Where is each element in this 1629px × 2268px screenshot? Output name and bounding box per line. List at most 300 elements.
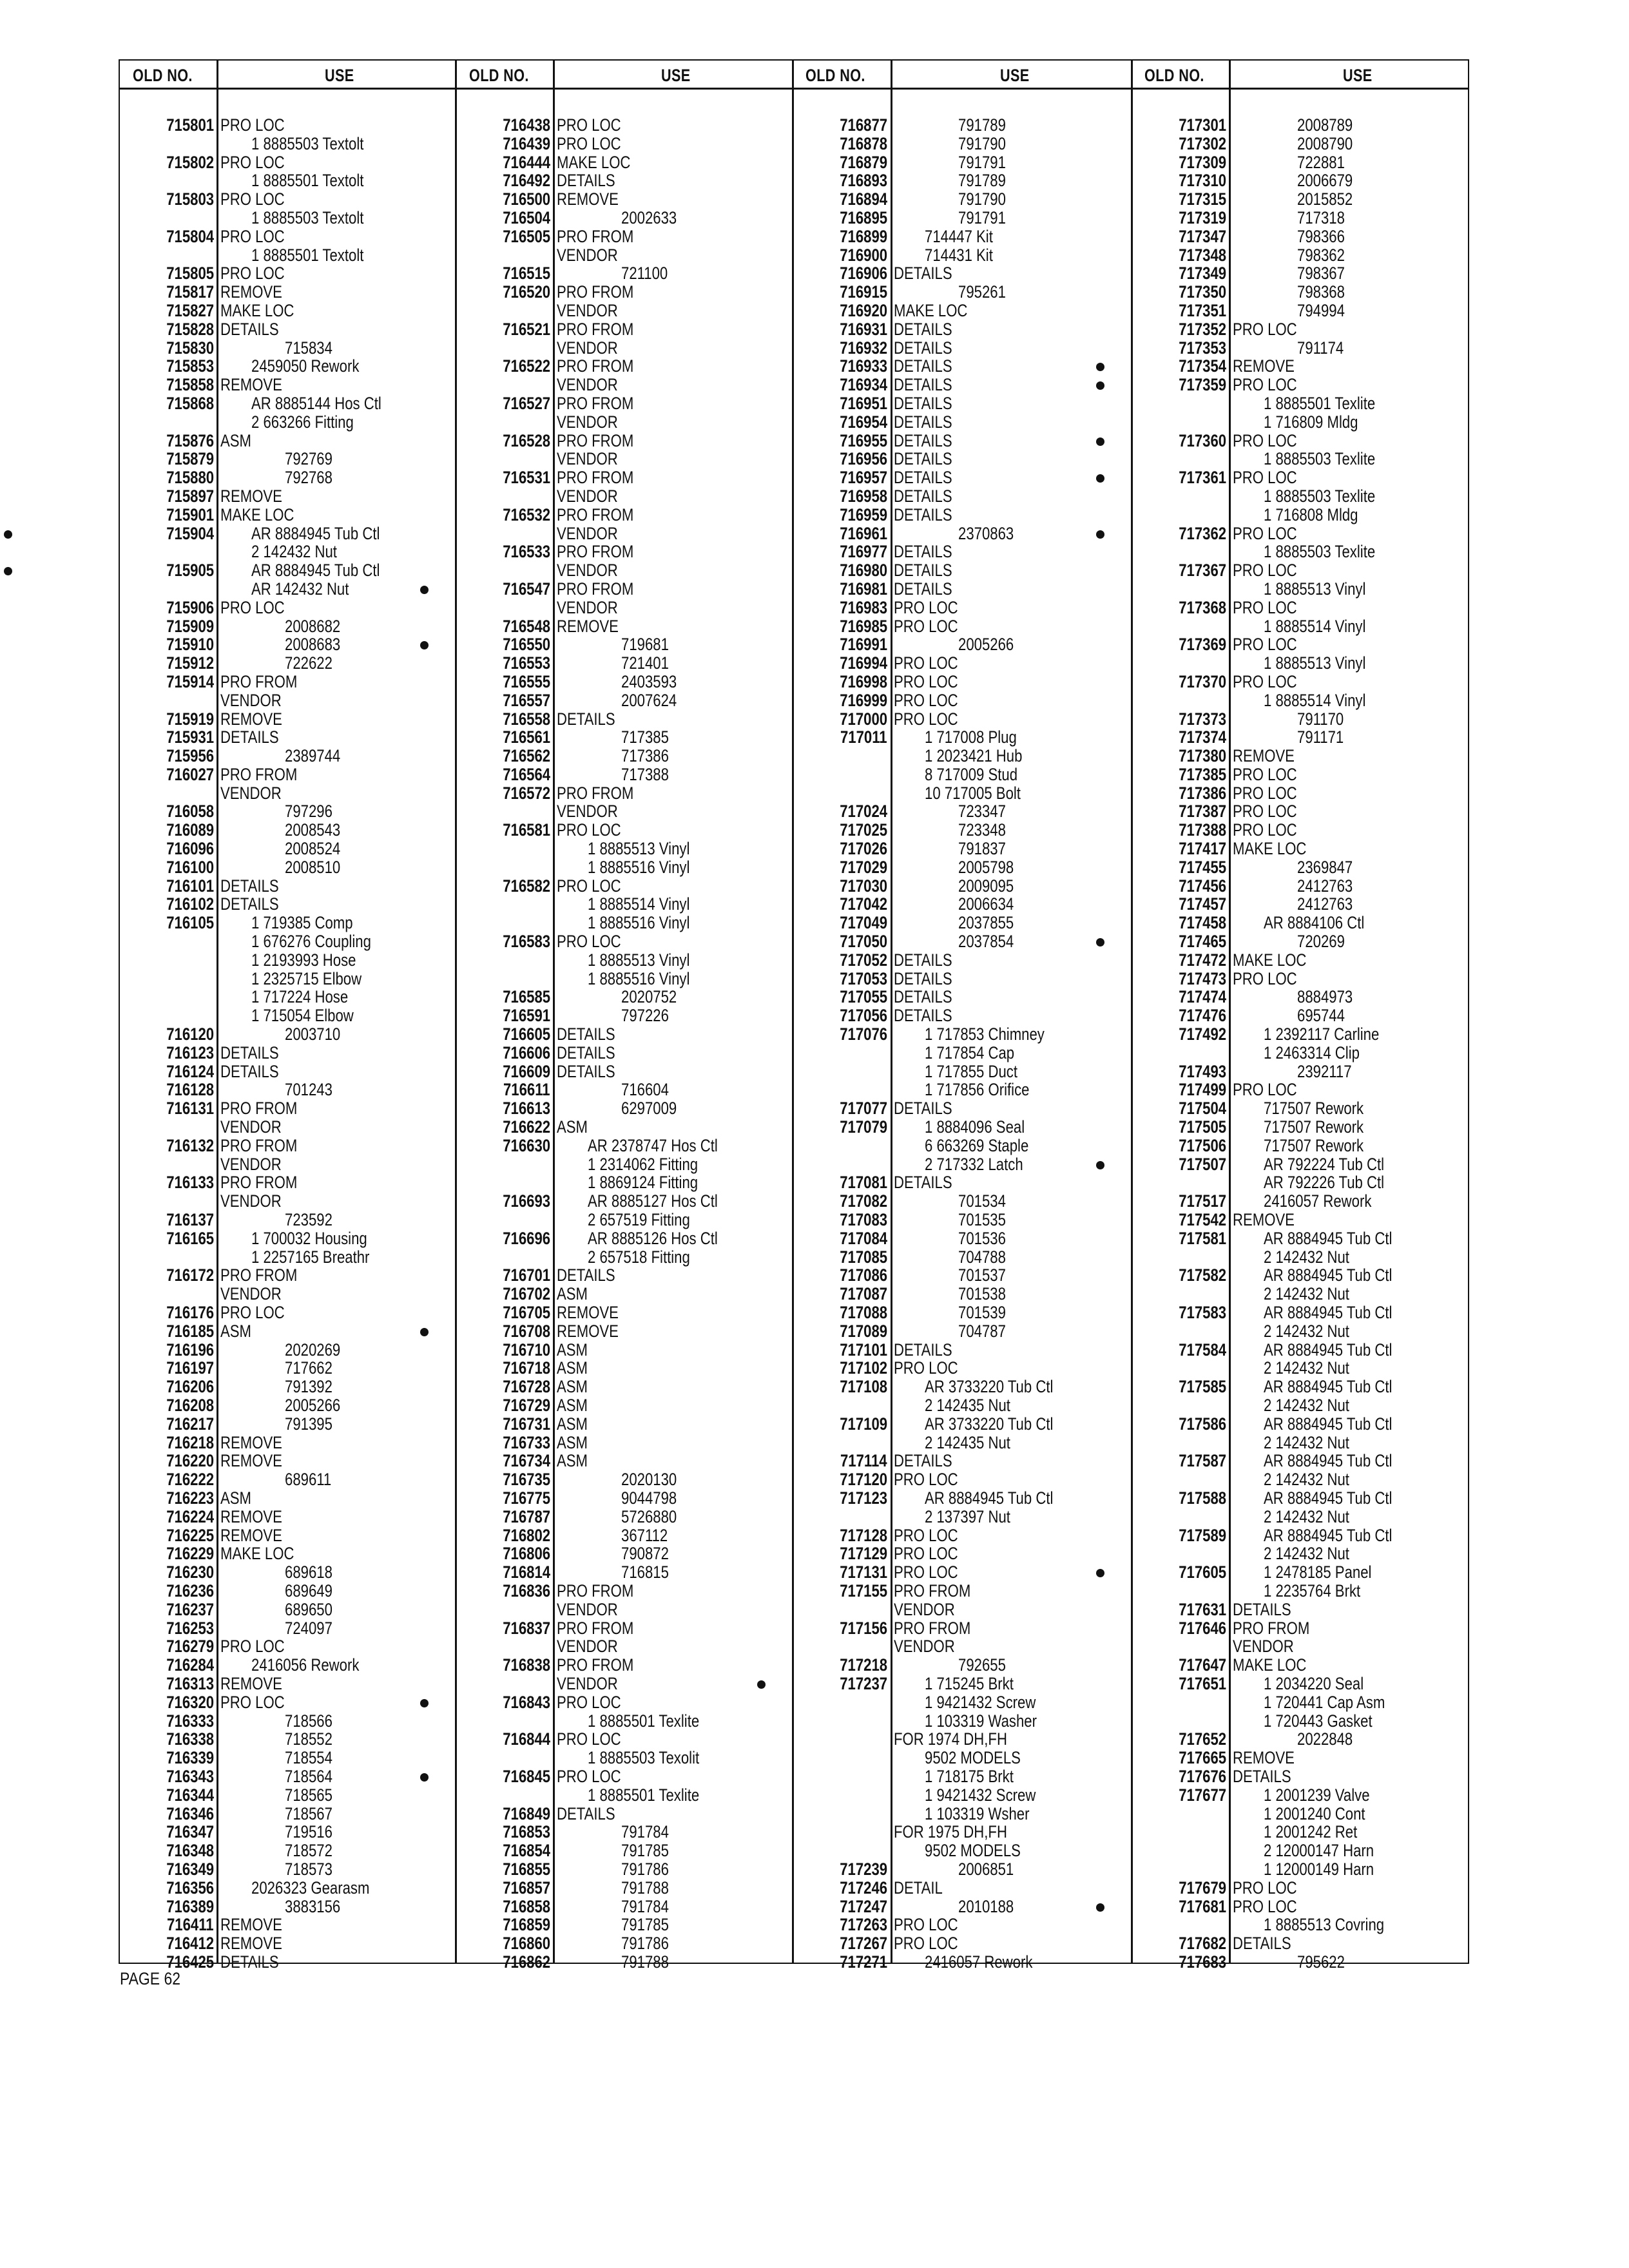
- table-row: [1132, 580, 1465, 599]
- table-row: [793, 765, 1126, 784]
- table-row: [120, 1600, 452, 1619]
- old-part-number: 716504: [503, 207, 550, 227]
- table-row: [793, 227, 1126, 246]
- table-row: [456, 1749, 789, 1767]
- old-part-number: 716185: [166, 1321, 214, 1341]
- old-part-number: 716585: [503, 987, 550, 1007]
- old-part-number: 717271: [840, 1952, 887, 1972]
- table-row: [120, 394, 452, 413]
- old-part-number: 716096: [166, 839, 214, 859]
- table-row: [456, 1044, 789, 1062]
- use-entry: DETAILS: [894, 356, 952, 376]
- table-row: [1132, 283, 1465, 302]
- old-part-number: 717055: [840, 987, 887, 1007]
- table-row: [456, 116, 789, 135]
- use-entry: AR 792224 Tub Ctl: [1264, 1154, 1385, 1174]
- use-entry: PRO FROM: [1233, 1618, 1310, 1638]
- table-row: [456, 691, 789, 710]
- table-row: [456, 468, 789, 487]
- use-entry: AR 8884945 Tub Ctl: [251, 561, 380, 581]
- use-entry: PRO FROM: [557, 430, 634, 450]
- page-number: PAGE 62: [120, 1969, 180, 1988]
- table-row: [120, 376, 452, 394]
- use-entry: PRO FROM: [220, 1173, 298, 1193]
- old-part-number: 716102: [166, 894, 214, 914]
- old-part-number: 717455: [1179, 857, 1226, 877]
- use-entry: 10 717005 Bolt: [925, 783, 1021, 803]
- use-entry: 2 137397 Nut: [925, 1506, 1010, 1526]
- table-row: [793, 524, 1126, 543]
- table-row: [456, 1211, 789, 1229]
- table-row: [456, 1619, 789, 1638]
- use-entry: PRO LOC: [220, 1303, 285, 1322]
- use-entry: REMOVE: [220, 709, 282, 729]
- table-row: [1132, 635, 1465, 654]
- table-row: [1132, 784, 1465, 803]
- table-row: [1132, 1953, 1465, 1972]
- old-part-number: 717077: [840, 1099, 887, 1119]
- table-row: [1132, 357, 1465, 376]
- table-row: [793, 914, 1126, 932]
- old-part-number: 717350: [1179, 282, 1226, 302]
- old-part-number: 716582: [503, 876, 550, 896]
- table-row: [456, 1841, 789, 1860]
- table-row: [793, 487, 1126, 506]
- use-entry: 1 2193993 Hose: [251, 950, 356, 970]
- use-entry: 2 657519 Fitting: [588, 1210, 690, 1230]
- table-row: [120, 339, 452, 358]
- table-row: [120, 1285, 452, 1303]
- use-entry: REMOVE: [220, 1915, 282, 1935]
- table-row: [793, 209, 1126, 227]
- use-entry: 367112: [621, 1525, 668, 1545]
- table-row: [120, 116, 452, 135]
- old-part-number: 716862: [503, 1952, 550, 1972]
- table-row: [1132, 1637, 1465, 1656]
- use-entry: 724097: [285, 1618, 333, 1638]
- use-entry: PRO FROM: [557, 319, 634, 339]
- old-part-number: 717247: [840, 1896, 887, 1916]
- table-row: [456, 932, 789, 951]
- table-row: [456, 1359, 789, 1378]
- old-part-number: 717458: [1179, 913, 1226, 933]
- table-row: [120, 543, 452, 561]
- table-row: [456, 1229, 789, 1248]
- old-part-number: 716932: [840, 338, 887, 358]
- use-entry: PRO LOC: [894, 1525, 958, 1545]
- use-entry: PRO LOC: [1233, 1896, 1297, 1916]
- table-row: [1132, 1656, 1465, 1675]
- old-part-number: 716705: [503, 1303, 550, 1322]
- old-part-number: 717237: [840, 1673, 887, 1693]
- table-row: [456, 1916, 789, 1934]
- old-part-number: 717084: [840, 1228, 887, 1248]
- old-part-number: 716849: [503, 1803, 550, 1823]
- table-row: [120, 1322, 452, 1341]
- old-part-number: 716123: [166, 1043, 214, 1062]
- table-row: [456, 153, 789, 172]
- old-part-number: 716349: [166, 1859, 214, 1879]
- old-no-header: OLD NO.: [805, 66, 865, 85]
- use-entry: ASM: [557, 1451, 588, 1471]
- table-row: [456, 394, 789, 413]
- use-entry: AR 8884945 Tub Ctl: [1264, 1265, 1393, 1285]
- table-row: [120, 1879, 452, 1898]
- use-entry: DETAIL: [894, 1878, 943, 1898]
- table-row: [793, 1619, 1126, 1638]
- old-part-number: 716977: [840, 542, 887, 562]
- table-row: [456, 654, 789, 673]
- use-entry: PRO LOC: [894, 1544, 958, 1564]
- old-part-number: 716333: [166, 1711, 214, 1731]
- old-part-number: 715931: [166, 727, 214, 747]
- old-part-number: 716991: [840, 635, 887, 655]
- use-entry: DETAILS: [894, 1173, 952, 1193]
- old-part-number: 715914: [166, 671, 214, 691]
- table-row: [120, 1693, 452, 1712]
- table-row: [456, 190, 789, 209]
- old-part-number: 717473: [1179, 968, 1226, 988]
- table-row: [120, 432, 452, 450]
- use-entry: PRO FROM: [557, 1618, 634, 1638]
- use-entry: 1 8884096 Seal: [925, 1117, 1025, 1137]
- use-entry: 1 8885501 Texlite: [588, 1711, 700, 1731]
- old-part-number: 717362: [1179, 523, 1226, 543]
- table-row: [793, 1508, 1126, 1526]
- use-entry: PRO LOC: [557, 133, 621, 153]
- old-part-number: 716702: [503, 1284, 550, 1304]
- old-part-number: 717042: [840, 894, 887, 914]
- use-entry: PRO FROM: [557, 356, 634, 376]
- use-entry: MAKE LOC: [220, 505, 294, 524]
- table-row: [793, 784, 1126, 803]
- old-part-number: 717086: [840, 1265, 887, 1285]
- old-part-number: 716531: [503, 468, 550, 488]
- old-part-number: 716605: [503, 1024, 550, 1044]
- old-part-number: 717347: [1179, 226, 1226, 246]
- old-part-number: 715868: [166, 393, 214, 413]
- use-entry: PRO FROM: [557, 783, 634, 803]
- table-row: [120, 988, 452, 1006]
- table-row: [793, 1526, 1126, 1545]
- use-entry: 701538: [958, 1284, 1006, 1304]
- table-row: [1132, 524, 1465, 543]
- use-entry: PRO LOC: [894, 653, 958, 673]
- use-entry: 1 8885501 Textolt: [251, 171, 364, 191]
- use-entry: 704787: [958, 1321, 1006, 1341]
- use-entry: 791786: [621, 1934, 669, 1954]
- use-entry: 1 2463314 Clip: [1264, 1043, 1360, 1062]
- use-entry: 718565: [285, 1785, 333, 1805]
- old-part-number: 716533: [503, 542, 550, 562]
- use-entry: 798366: [1297, 226, 1345, 246]
- use-entry: 717507 Rework: [1264, 1117, 1364, 1137]
- use-entry: PRO LOC: [1233, 523, 1297, 543]
- old-part-number: 716346: [166, 1803, 214, 1823]
- use-entry: 791392: [285, 1377, 333, 1397]
- old-part-number: 717114: [840, 1451, 887, 1471]
- use-entry: PRO LOC: [220, 1637, 285, 1657]
- table-row: [120, 1860, 452, 1879]
- table-row: [456, 264, 789, 283]
- old-part-number: 716561: [503, 727, 550, 747]
- use-entry: DETAILS: [557, 709, 615, 729]
- use-entry: AR 8884945 Tub Ctl: [1264, 1303, 1393, 1322]
- use-entry: 1 9421432 Screw: [925, 1785, 1036, 1805]
- table-row: [120, 1526, 452, 1545]
- table-row: [793, 821, 1126, 840]
- table-row: [1132, 1044, 1465, 1062]
- use-entry: 1 676276 Coupling: [251, 932, 371, 952]
- old-no-header: OLD NO.: [1144, 66, 1204, 85]
- use-entry: 2037854: [958, 932, 1014, 952]
- old-part-number: 717109: [840, 1414, 887, 1434]
- old-part-number: 717505: [1179, 1117, 1226, 1137]
- old-part-number: 716562: [503, 746, 550, 766]
- table-row: [1132, 673, 1465, 691]
- use-entry: PRO LOC: [1233, 764, 1297, 784]
- old-part-number: 715919: [166, 709, 214, 729]
- use-entry: DETAILS: [894, 468, 952, 488]
- table-row: [456, 1452, 789, 1470]
- old-part-number: 715901: [166, 505, 214, 524]
- use-entry: 2 142432 Nut: [1264, 1395, 1349, 1415]
- use-entry: PRO LOC: [894, 1562, 958, 1582]
- old-part-number: 716229: [166, 1544, 214, 1564]
- use-entry: 791785: [621, 1915, 669, 1935]
- use-entry: 2008524: [285, 839, 341, 859]
- table-row: [456, 1396, 789, 1415]
- table-row: [120, 728, 452, 747]
- table-row: [120, 1582, 452, 1600]
- table-row: [120, 1359, 452, 1378]
- old-part-number: 716253: [166, 1618, 214, 1638]
- old-part-number: 717581: [1179, 1228, 1226, 1248]
- use-entry: PRO LOC: [894, 1934, 958, 1954]
- table-row: [1132, 1248, 1465, 1267]
- old-part-number: 716931: [840, 319, 887, 339]
- old-part-number: 716218: [166, 1432, 214, 1452]
- use-entry: 791395: [285, 1414, 333, 1434]
- use-entry: 689618: [285, 1562, 333, 1582]
- use-entry: 797296: [285, 802, 333, 822]
- table-row: [793, 1173, 1126, 1192]
- table-row: [793, 1303, 1126, 1322]
- use-entry: 701536: [958, 1228, 1006, 1248]
- use-entry: ASM: [220, 430, 251, 450]
- table-row: [456, 1173, 789, 1192]
- old-part-number: 717026: [840, 839, 887, 859]
- old-part-number: 716583: [503, 932, 550, 952]
- use-entry: DETAILS: [894, 412, 952, 432]
- use-entry: DETAILS: [894, 579, 952, 599]
- table-row: [793, 1823, 1126, 1841]
- old-part-number: 715912: [166, 653, 214, 673]
- use-entry: 798367: [1297, 264, 1345, 284]
- table-row: [120, 599, 452, 617]
- old-part-number: 716837: [503, 1618, 550, 1638]
- old-part-number: 717583: [1179, 1303, 1226, 1322]
- old-part-number: 716999: [840, 690, 887, 710]
- table-row: [1132, 171, 1465, 190]
- use-header: USE: [1343, 66, 1373, 85]
- old-part-number: 716895: [840, 207, 887, 227]
- use-entry: 689649: [285, 1581, 333, 1600]
- table-row: [793, 1396, 1126, 1415]
- use-entry: 1 2001239 Valve: [1264, 1785, 1370, 1805]
- old-part-number: 717101: [840, 1340, 887, 1360]
- use-entry: DETAILS: [894, 319, 952, 339]
- old-part-number: 716521: [503, 319, 550, 339]
- old-part-number: 717679: [1179, 1878, 1226, 1898]
- use-entry: DETAILS: [894, 264, 952, 284]
- table-row: [1132, 1786, 1465, 1805]
- use-entry: REMOVE: [220, 486, 282, 506]
- use-entry: VENDOR: [557, 561, 618, 581]
- table-row: [120, 673, 452, 691]
- table-row: [1132, 468, 1465, 487]
- use-entry: PRO FROM: [557, 282, 634, 302]
- old-part-number: 716957: [840, 468, 887, 488]
- use-entry: PRO LOC: [894, 616, 958, 636]
- old-part-number: 717676: [1179, 1766, 1226, 1786]
- old-part-number: 716838: [503, 1655, 550, 1675]
- table-row: [793, 1712, 1126, 1731]
- table-row: [1132, 1155, 1465, 1174]
- use-entry: DETAILS: [220, 319, 279, 339]
- table-row: [456, 1322, 789, 1341]
- table-row: [456, 1099, 789, 1118]
- old-part-number: 716581: [503, 820, 550, 840]
- old-part-number: 717102: [840, 1358, 887, 1378]
- table-row: [120, 821, 452, 840]
- old-part-number: 717651: [1179, 1673, 1226, 1693]
- use-entry: REMOVE: [220, 375, 282, 395]
- old-part-number: 716893: [840, 171, 887, 191]
- old-part-number: 717456: [1179, 876, 1226, 896]
- use-entry: 792655: [958, 1655, 1006, 1675]
- table-row: [793, 747, 1126, 765]
- use-entry: REMOVE: [220, 282, 282, 302]
- old-part-number: 715909: [166, 616, 214, 636]
- table-row: [120, 951, 452, 970]
- table-row: [793, 1879, 1126, 1898]
- table-row: [793, 728, 1126, 747]
- bullet-marker-icon: [420, 586, 429, 594]
- old-part-number: 716855: [503, 1859, 550, 1879]
- table-row: [1132, 1563, 1465, 1582]
- use-entry: 2389744: [285, 746, 341, 766]
- old-part-number: 716224: [166, 1506, 214, 1526]
- table-row: [120, 1749, 452, 1767]
- old-part-number: 716955: [840, 430, 887, 450]
- old-part-number: 715876: [166, 430, 214, 450]
- table-row: [793, 1563, 1126, 1582]
- use-entry: 717507 Rework: [1264, 1099, 1364, 1119]
- use-entry: PRO LOC: [894, 690, 958, 710]
- use-entry: FOR 1975 DH,FH: [894, 1822, 1007, 1842]
- table-row: [1132, 821, 1465, 840]
- use-entry: 791784: [621, 1822, 669, 1842]
- table-row: [793, 1062, 1126, 1081]
- old-part-number: 716994: [840, 653, 887, 673]
- old-part-number: 716128: [166, 1080, 214, 1100]
- table-row: [793, 617, 1126, 636]
- old-part-number: 716220: [166, 1451, 214, 1471]
- table-row: [120, 153, 452, 172]
- use-entry: DETAILS: [557, 1043, 615, 1062]
- table-row: [120, 1767, 452, 1786]
- use-entry: DETAILS: [894, 1006, 952, 1026]
- use-entry: 2 142432 Nut: [1264, 1284, 1349, 1304]
- use-entry: 1 8885501 Texlite: [588, 1785, 700, 1805]
- table-row: [793, 1767, 1126, 1786]
- table-row: [793, 1415, 1126, 1434]
- use-entry: 8 717009 Stud: [925, 764, 1018, 784]
- table-row: [793, 1248, 1126, 1267]
- use-entry: DETAILS: [557, 1024, 615, 1044]
- table-row: [120, 357, 452, 376]
- table-row: [1132, 617, 1465, 636]
- use-entry: 2416056 Rework: [251, 1655, 360, 1675]
- use-entry: 1 717853 Chimney: [925, 1024, 1045, 1044]
- use-entry: 701539: [958, 1303, 1006, 1322]
- table-row: [1132, 413, 1465, 432]
- use-entry: PRO LOC: [557, 115, 621, 135]
- old-part-number: 716998: [840, 671, 887, 691]
- table-row: [1132, 1898, 1465, 1916]
- use-entry: 1 716809 Mldg: [1264, 412, 1358, 432]
- table-row: [793, 320, 1126, 339]
- table-row: [793, 1786, 1126, 1805]
- old-part-number: 716613: [503, 1099, 550, 1119]
- table-row: [120, 487, 452, 506]
- use-entry: PRO FROM: [557, 393, 634, 413]
- old-part-number: 716124: [166, 1061, 214, 1081]
- old-part-number: 717087: [840, 1284, 887, 1304]
- table-row: [456, 951, 789, 970]
- table-row: [456, 1934, 789, 1953]
- old-part-number: 717647: [1179, 1655, 1226, 1675]
- table-row: [456, 1786, 789, 1805]
- table-column-2: [456, 116, 789, 1972]
- table-row: [120, 1675, 452, 1693]
- old-part-number: 716611: [503, 1080, 550, 1100]
- old-part-number: 717457: [1179, 894, 1226, 914]
- use-entry: 2022848: [1297, 1729, 1353, 1749]
- use-entry: 1 8885516 Vinyl: [588, 913, 690, 933]
- use-entry: 2 142435 Nut: [925, 1432, 1010, 1452]
- use-entry: 2 142432 Nut: [1264, 1506, 1349, 1526]
- table-row: [456, 227, 789, 246]
- old-part-number: 716630: [503, 1135, 550, 1155]
- use-entry: 717318: [1297, 207, 1345, 227]
- table-row: [120, 246, 452, 265]
- use-entry: PRO FROM: [557, 468, 634, 488]
- use-entry: 1 717224 Hose: [251, 987, 349, 1007]
- old-part-number: 716444: [503, 152, 550, 172]
- old-part-number: 716734: [503, 1451, 550, 1471]
- table-row: [120, 1563, 452, 1582]
- table-row: [120, 506, 452, 524]
- use-entry: 716604: [621, 1080, 669, 1100]
- table-row: [120, 1544, 452, 1563]
- use-entry: 791789: [958, 115, 1006, 135]
- use-entry: 717386: [621, 746, 669, 766]
- parts-index-table: [119, 59, 1469, 1972]
- use-entry: 1 8885503 Texlite: [1264, 542, 1376, 562]
- use-entry: 2 142432 Nut: [1264, 1247, 1349, 1267]
